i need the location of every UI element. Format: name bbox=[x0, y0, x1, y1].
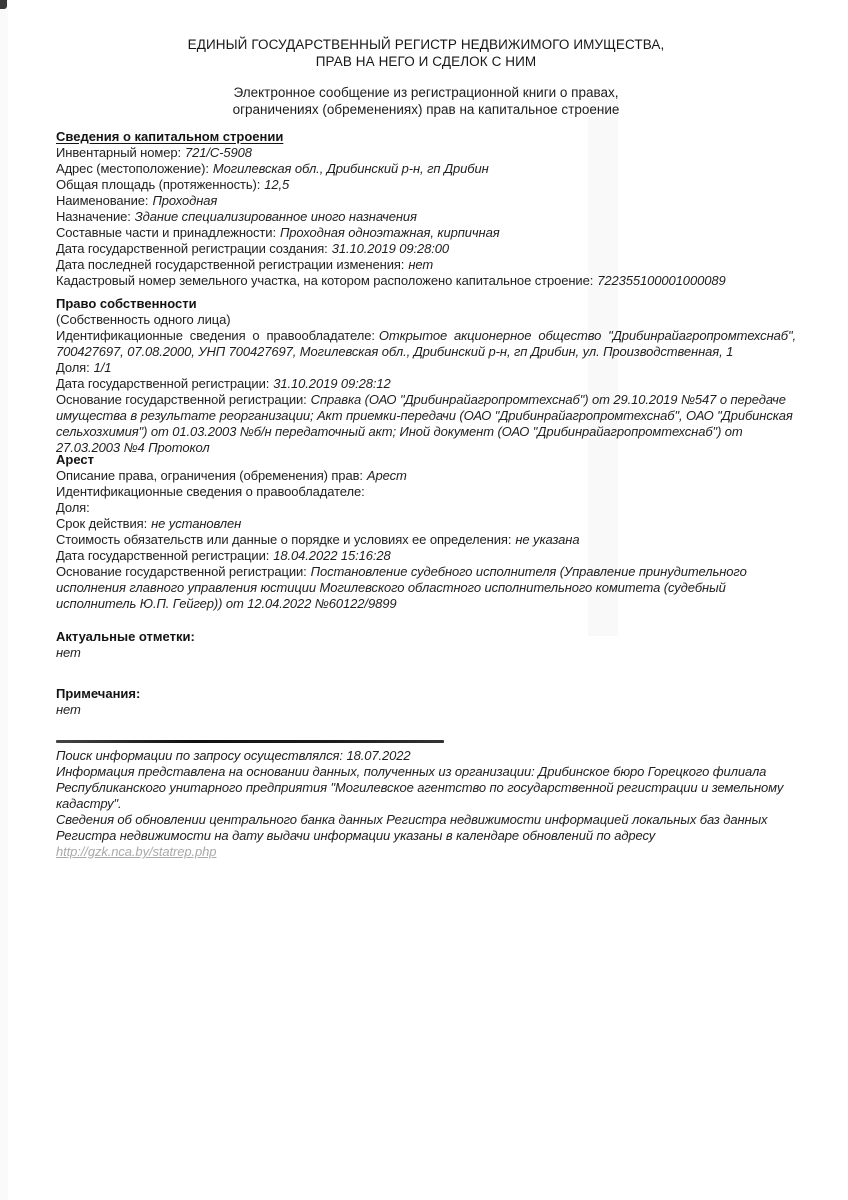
field-validity-period: Срок действия: не установлен bbox=[56, 516, 242, 531]
statrep-link[interactable]: http://gzk.nca.by/statrep.php bbox=[56, 844, 217, 859]
field-obligation-value: Стоимость обязательств или данные о порядке и условиях ее определения: не указана bbox=[56, 532, 580, 547]
document-subtitle bbox=[56, 84, 796, 118]
section-notes bbox=[56, 686, 796, 718]
section-heading-ownership: Право собственности bbox=[56, 296, 197, 311]
marks-value: нет bbox=[56, 645, 81, 660]
field-creation-reg-date: Дата государственной регистрации создания: 31.10.2019 09:28:00 bbox=[56, 241, 450, 256]
field-components: Составные части и принадлежности: Проходная одноэтажная, кирпичная bbox=[56, 225, 500, 240]
footer-update-info: Сведения об обновлении центрального банка данных Регистра недвижимости информацией локальных баз данных Регистра недвижимости на дату выдачи информации указаны в календаре обновлений по адресу bbox=[56, 812, 768, 843]
scan-artifact-edge bbox=[0, 0, 8, 1200]
footer-source-info: Информация представлена на основании данных, полученных из организации: Дрибинское бюро Горецкого филиала Республиканского унитарного предприятия "Могилевское агентство по государственной регистрации и земельному кадастру". bbox=[56, 764, 784, 811]
field-purpose: Назначение: Здание специализированное иного назначения bbox=[56, 209, 417, 224]
section-heading-marks: Актуальные отметки: bbox=[56, 629, 195, 644]
subtitle-line-1: Электронное сообщение из регистрационной книги о правах, bbox=[233, 85, 619, 100]
notes-value: нет bbox=[56, 702, 81, 717]
section-heading-notes: Примечания: bbox=[56, 686, 141, 701]
field-address: Адрес (местоположение): Могилевская обл., Дрибинский р-н, гп Дрибин bbox=[56, 161, 489, 176]
field-restriction-description: Описание права, ограничения (обременения) прав: Арест bbox=[56, 468, 407, 483]
field-arrest-reg-basis: Основание государственной регистрации: Постановление судебного исполнителя (Управление принудительного исполнения главного управления юстиции Могилевского областного исполнительного комитета (судебный исполнитель Ю.П. Гейгер)) от 12.04.2022 №60122/9899 bbox=[56, 564, 747, 611]
title-line-1: ЕДИНЫЙ ГОСУДАРСТВЕННЫЙ РЕГИСТР НЕДВИЖИМОГО ИМУЩЕСТВА, bbox=[187, 37, 665, 52]
field-inventory-number: Инвентарный номер: 721/С-5908 bbox=[56, 145, 252, 160]
field-arrest-share: Доля: bbox=[56, 500, 90, 515]
field-last-change-reg-date: Дата последней государственной регистрации изменения: нет bbox=[56, 257, 434, 272]
section-arrest bbox=[56, 452, 796, 612]
document-title bbox=[56, 36, 796, 70]
footer-search-date: Поиск информации по запросу осуществлялся: 18.07.2022 bbox=[56, 748, 411, 763]
field-total-area: Общая площадь (протяженность): 12,5 bbox=[56, 177, 290, 192]
title-line-2: ПРАВ НА НЕГО И СДЕЛОК С НИМ bbox=[315, 54, 537, 69]
field-cadastral-number: Кадастровый номер земельного участка, на котором расположено капитальное строение: 722355100001000089 bbox=[56, 273, 726, 288]
field-share: Доля: 1/1 bbox=[56, 360, 112, 375]
footer-link-row bbox=[56, 844, 796, 860]
section-heading-arrest: Арест bbox=[56, 452, 94, 467]
field-arrest-rightholder-id: Идентификационные сведения о правообладателе: bbox=[56, 484, 365, 499]
section-heading-capital: Сведения о капитальном строении bbox=[56, 129, 284, 144]
field-arrest-reg-date: Дата государственной регистрации: 18.04.2022 15:16:28 bbox=[56, 548, 391, 563]
section-ownership bbox=[56, 296, 796, 456]
field-ownership-reg-date: Дата государственной регистрации: 31.10.2019 09:28:12 bbox=[56, 376, 391, 391]
document-footer bbox=[56, 740, 796, 860]
field-name: Наименование: Проходная bbox=[56, 193, 218, 208]
section-actual-marks bbox=[56, 629, 796, 661]
subtitle-line-2: ограничениях (обременениях) прав на капитальное строение bbox=[232, 102, 620, 117]
ownership-type: (Собственность одного лица) bbox=[56, 312, 231, 327]
section-capital-building bbox=[56, 129, 796, 289]
field-rightholder-id: Идентификационные сведения о правообладателе: Открытое акционерное общество "Дрибинрайагропромтехснаб", 700427697, 07.08.2000, УНП 700427697, Могилевская обл., Дрибинский р-н, гп Дрибин, ул. Производственная, 1 bbox=[56, 328, 796, 359]
field-ownership-reg-basis: Основание государственной регистрации: Справка (ОАО "Дрибинрайагропромтехснаб") от 29.10.2019 №547 о передаче имущества в результате реорганизации; Акт приемки-передачи (ОАО "Дрибинрайагропромтехснаб", ОАО "Дрибинская сельхозхимия") от 01.03.2003 №б/н передаточный акт; Иной документ (ОАО "Дрибинрайагропромтехснаб") от 27.03.2003 №4 Протокол bbox=[56, 392, 793, 455]
footer-divider-line bbox=[56, 740, 444, 743]
